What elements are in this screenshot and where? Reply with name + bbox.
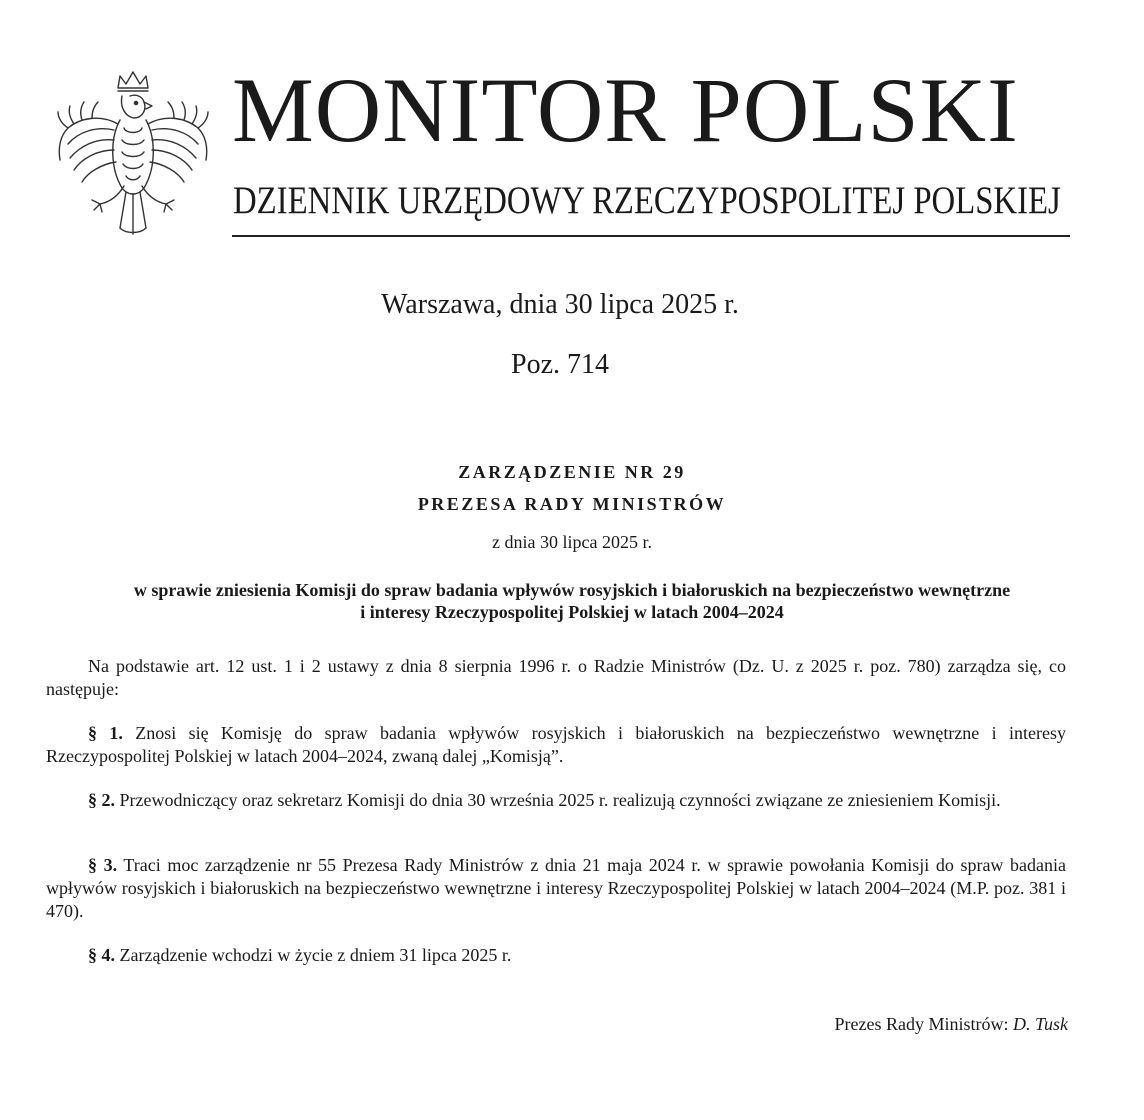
section-3-paragraph (46, 854, 1066, 923)
legal-basis-paragraph: Na podstawie art. 12 ust. 1 i 2 ustawy z dnia 8 sierpnia 1996 r. o Radzie Ministrów (Dz. U. z 2025 r. poz. 780) zarządza się, co następuje: (46, 656, 1066, 699)
act-subject (40, 579, 1104, 623)
section-3-mark: § 3. (88, 855, 118, 875)
masthead-divider (232, 235, 1070, 237)
act-heading-issuer: PREZESA RADY MINISTRÓW (417, 494, 727, 514)
act-subject-line-1: w sprawie zniesienia Komisji do spraw badania wpływów rosyjskich i białoruskich na bezpieczeństwo wewnętrzne (133, 580, 1011, 600)
section-1-paragraph (46, 722, 1066, 768)
act-subject-line-2: i interesy Rzeczypospolitej Polskiej w latach 2004–2024 (360, 602, 784, 622)
signature-name: D. Tusk (1012, 1014, 1068, 1034)
masthead-title: MONITOR POLSKI (232, 59, 1019, 161)
section-1-text: Znosi się Komisję do spraw badania wpływów rosyjskich i białoruskich na bezpieczeństwo wewnętrzne i interesy Rzeczypospolitej Polskiej w latach 2004–2024, zwaną dalej „Komisją”. (46, 723, 1066, 766)
act-heading-number: ZARZĄDZENIE NR 29 (458, 462, 686, 482)
act-date: z dnia 30 lipca 2025 r. (492, 532, 652, 552)
masthead-subtitle: DZIENNIK URZĘDOWY RZECZYPOSPOLITEJ POLSKIEJ (233, 179, 1061, 222)
signature-block (600, 1012, 1068, 1036)
section-4-paragraph (46, 944, 1066, 967)
section-4-mark: § 4. (88, 945, 115, 965)
section-2-mark: § 2. (88, 790, 115, 810)
section-1-mark: § 1. (88, 723, 123, 743)
section-3-text: Traci moc zarządzenie nr 55 Prezesa Rady Ministrów z dnia 21 maja 2024 r. w sprawie powołania Komisji do spraw badania wpływów rosyjskich i białoruskich na bezpieczeństwo wewnętrzne i interesy Rzeczypospolitej Polskiej w latach 2004–2024 (M.P. poz. 381 i 470). (46, 855, 1066, 921)
section-2-text: Przewodniczący oraz sekretarz Komisji do dnia 30 września 2025 r. realizują czynności związane ze zniesieniem Komisji. (119, 790, 1001, 810)
eagle-emblem-icon (48, 68, 218, 246)
issue-date: Warszawa, dnia 30 lipca 2025 r. (381, 289, 739, 320)
signature-role: Prezes Rady Ministrów: (834, 1014, 1009, 1034)
position-number: Poz. 714 (511, 349, 609, 380)
section-4-text: Zarządzenie wchodzi w życie z dniem 31 lipca 2025 r. (119, 945, 512, 965)
section-2-paragraph (46, 789, 1066, 812)
